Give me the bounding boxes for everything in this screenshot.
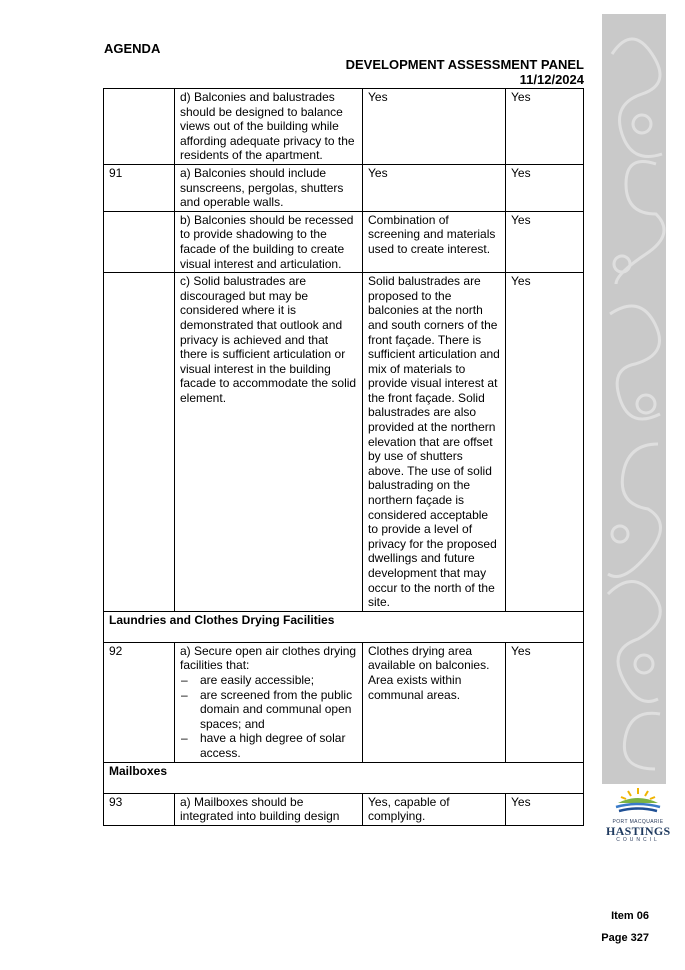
section-row [104,611,584,642]
requirement-text: c) Solid balustrades are discouraged but may be considered where it is demonstrated that outlook and privacy is achieved and that there is sufficient articulation or visual interest in the building facade to accommodate the solid element. [175,273,363,612]
page-number: Page 327 [601,932,649,944]
clause-number: 93 [104,793,175,825]
logo-line-3: COUNCIL [616,837,660,843]
response-text: Yes [363,164,506,211]
logo-line-1: PORT MACQUARIE [612,819,664,825]
section-heading-mailboxes: Mailboxes [104,762,584,793]
clause-number: 92 [104,642,175,762]
response-text: Yes, capable of complying. [363,793,506,825]
section-heading-laundries: Laundries and Clothes Drying Facilities [104,611,584,642]
response-text: Solid balustrades are proposed to the balconies at the north and south corners of the front façade. There is sufficient articulation and mix of materials to provide visual interest at the front façade. Solid balustrades are also provided at the northern elevation that are offset by use of shutters above. The use of solid balustrading on the northern façade is considered acceptable to provide a level of privacy for the proposed dwellings and future development that may occur to the north of the site. [363,273,506,612]
compliance-text: Yes [506,273,584,612]
council-logo [606,786,670,844]
list-item: – are easily accessible; [180,673,357,688]
compliance-text: Yes [506,164,584,211]
table-row [104,164,584,211]
compliance-text: Yes [506,642,584,762]
table-row [104,793,584,825]
decorative-sidebar [602,14,666,784]
requirement-text: b) Balconies should be recessed to provide shadowing to the facade of the building to create visual interest and articulation. [175,211,363,272]
response-text: Yes [363,89,506,165]
requirement-text: a) Balconies should include sunscreens, pergolas, shutters and operable walls. [175,164,363,211]
requirement-text: d) Balconies and balustrades should be designed to balance views out of the building while affording adequate privacy to the residents of the apartment. [175,89,363,165]
agenda-heading: AGENDA [104,41,161,56]
clause-number: 91 [104,164,175,211]
clause-number [104,89,175,165]
table-row [104,89,584,165]
requirement-text: a) Mailboxes should be integrated into building design [175,793,363,825]
section-row [104,762,584,793]
table-row [104,273,584,612]
requirement-cell [175,642,363,762]
table-row [104,642,584,762]
compliance-text: Yes [506,89,584,165]
requirement-text: a) Secure open air clothes drying facilities that: [180,643,357,673]
list-item: – have a high degree of solar access. [180,731,357,760]
item-number: Item 06 [611,910,649,922]
assessment-table [103,88,584,826]
meeting-date: 11/12/2024 [519,72,584,87]
clause-number [104,273,175,612]
sun-waves-icon [613,786,663,814]
requirement-list [180,673,357,761]
logo-line-2: HASTINGS [606,824,671,838]
compliance-text: Yes [506,211,584,272]
panel-heading: DEVELOPMENT ASSESSMENT PANEL [345,57,584,72]
table-row [104,211,584,272]
clause-number [104,211,175,272]
swirl-pattern-icon [602,14,666,784]
list-item: – are screened from the public domain and communal open spaces; and [180,688,357,732]
compliance-text: Yes [506,793,584,825]
response-text: Combination of screening and materials used to create interest. [363,211,506,272]
response-text: Clothes drying area available on balconies. Area exists within communal areas. [363,642,506,762]
